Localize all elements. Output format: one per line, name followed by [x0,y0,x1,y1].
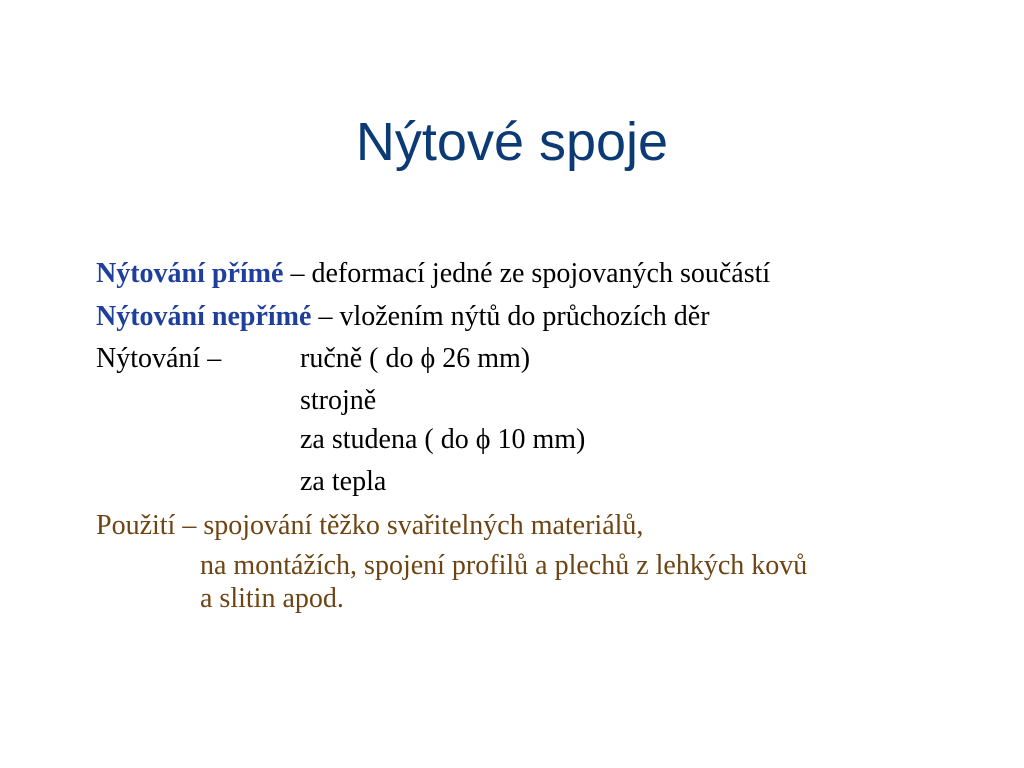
usage-line-2: na montážích, spojení profilů a plechů z lehkých kovů [200,550,808,581]
method-option-hot: za tepla [300,466,387,497]
term-direct-riveting: Nýtování přímé [96,258,284,289]
term-indirect-riveting: Nýtování nepřímé [96,301,312,332]
method-option-cold: za studena ( do ϕ 10 mm) [300,424,586,455]
usage-line-3: a slitin apod. [200,583,344,614]
method-option-machine: strojně [300,385,377,416]
desc-indirect-riveting: – vložením nýtů do průchozích děr [311,301,710,332]
method-option-manual: ručně ( do ϕ 26 mm) [300,343,531,374]
methods-label: Nýtování – [96,343,222,374]
slide-title: Nýtové spoje [355,112,669,172]
item-direct-riveting [96,258,770,290]
usage-line-1: Použití – spojování těžko svařitelných materiálů, [96,510,644,541]
desc-direct-riveting: – deformací jedné ze spojovaných součástí [283,258,771,289]
item-indirect-riveting [96,301,710,333]
